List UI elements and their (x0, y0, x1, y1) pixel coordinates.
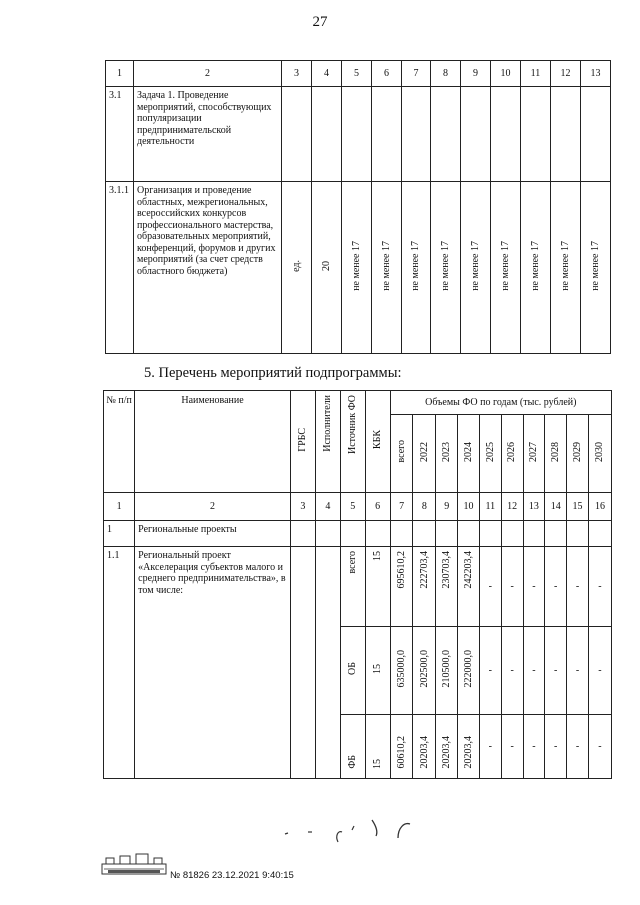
year-value: 210500,0 (440, 650, 452, 688)
section-title: 5. Перечень мероприятий подпрограммы: (144, 365, 402, 381)
col-header-total: всего (395, 440, 407, 463)
value-cell (521, 87, 551, 182)
col-number: 10 (458, 493, 480, 521)
unit-cell (282, 87, 312, 182)
year-value: - (545, 627, 567, 715)
value-cell (551, 87, 581, 182)
year-value: - (588, 547, 611, 627)
year-value: - (479, 627, 501, 715)
year-value: 222000,0 (462, 650, 474, 688)
year-value: - (588, 627, 611, 715)
year-value: - (501, 715, 523, 779)
col-number: 6 (365, 493, 390, 521)
base-value: 20 (320, 260, 332, 271)
col-number: 15 (567, 493, 589, 521)
col-number: 8 (431, 61, 461, 87)
col-header-volumes: Объемы ФО по годам (тыс. рублей) (390, 391, 611, 415)
year-value: - (523, 715, 545, 779)
year-value: 20203,4 (462, 736, 474, 769)
kbk-value: 15 (371, 551, 383, 561)
row-number: 1.1 (104, 547, 135, 779)
year-value: - (545, 547, 567, 627)
target-value: не менее 17 (559, 240, 571, 291)
col-number: 4 (315, 493, 340, 521)
year-value: 242203,4 (462, 551, 474, 589)
value-cell (491, 87, 521, 182)
value-cell (431, 87, 461, 182)
target-value: не менее 17 (350, 240, 362, 291)
col-header-year: 2029 (571, 441, 583, 462)
grbs-cell (290, 547, 315, 779)
col-header-year: 2023 (440, 441, 452, 462)
header-number-row (106, 61, 611, 87)
year-value: 230703,4 (440, 551, 452, 589)
target-value: не менее 17 (410, 240, 422, 291)
value-cell (342, 87, 372, 182)
col-number: 1 (104, 493, 135, 521)
source-value: ОБ (347, 662, 358, 676)
col-number: 8 (413, 493, 436, 521)
col-number: 2 (135, 493, 291, 521)
target-value: не менее 17 (469, 240, 481, 291)
year-value: - (523, 627, 545, 715)
row-name: Региональные проекты (135, 521, 291, 547)
base-cell (312, 87, 342, 182)
value-cell (461, 87, 491, 182)
header-row (104, 391, 612, 415)
page-number: 27 (312, 14, 328, 30)
total-value: 635000,0 (395, 650, 407, 688)
year-value: - (545, 715, 567, 779)
col-header-year: 2030 (594, 441, 606, 462)
target-value: не менее 17 (439, 240, 451, 291)
col-number: 5 (342, 61, 372, 87)
col-header-executors: Исполнители (322, 395, 334, 452)
col-number: 10 (491, 61, 521, 87)
total-value: 695610,2 (395, 551, 407, 589)
table-row (106, 87, 611, 182)
year-value: 20203,4 (440, 736, 452, 769)
government-emblem-icon (100, 850, 168, 878)
col-header-year: 2028 (549, 441, 561, 462)
col-header-year: 2026 (506, 441, 518, 462)
registration-stamp: № 81826 23.12.2021 9:40:15 (170, 870, 294, 881)
table-row (104, 547, 612, 627)
year-value: 202500,0 (418, 650, 430, 688)
col-number: 9 (461, 61, 491, 87)
total-value: 60610,2 (395, 736, 407, 769)
row-name: Региональный проект «Акселерация субъектов малого и среднего предпринимательства», в том числе: (135, 547, 291, 779)
col-header-number: № п/п (104, 391, 135, 493)
indicators-table (105, 60, 611, 354)
year-value: - (501, 547, 523, 627)
col-number: 13 (523, 493, 545, 521)
target-value: не менее 17 (529, 240, 541, 291)
col-number: 3 (290, 493, 315, 521)
row-number: 3.1.1 (106, 182, 134, 354)
source-value: всего (347, 551, 358, 574)
target-value: не менее 17 (499, 240, 511, 291)
row-number: 3.1 (106, 87, 134, 182)
col-number: 14 (545, 493, 567, 521)
col-number: 4 (312, 61, 342, 87)
col-number: 7 (402, 61, 431, 87)
col-number: 11 (521, 61, 551, 87)
col-header-name: Наименование (135, 391, 291, 493)
col-number: 16 (588, 493, 611, 521)
col-header-source: Источник ФО (347, 395, 358, 454)
target-value: не менее 17 (589, 240, 601, 291)
year-value: - (501, 627, 523, 715)
executors-cell (315, 547, 340, 779)
col-number: 1 (106, 61, 134, 87)
year-value: - (523, 547, 545, 627)
year-value: - (567, 715, 589, 779)
signature-marks (280, 812, 460, 852)
kbk-value: 15 (371, 758, 383, 769)
year-value: 20203,4 (418, 736, 430, 769)
row-number: 1 (104, 521, 135, 547)
col-number: 5 (340, 493, 365, 521)
year-value: - (567, 627, 589, 715)
col-number: 12 (501, 493, 523, 521)
unit-value: ед. (290, 259, 302, 272)
value-cell (581, 87, 611, 182)
col-header-year: 2024 (462, 441, 474, 462)
col-number: 9 (436, 493, 458, 521)
table-row (104, 521, 612, 547)
col-header-kbk: КБК (371, 430, 383, 450)
header-number-row (104, 493, 612, 521)
col-number: 3 (282, 61, 312, 87)
col-number: 13 (581, 61, 611, 87)
col-header-year: 2025 (484, 441, 496, 462)
target-value: не менее 17 (380, 240, 392, 291)
activities-table (103, 390, 612, 779)
col-header-year: 2022 (418, 441, 430, 462)
year-value: 222703,4 (418, 551, 430, 589)
year-value: - (588, 715, 611, 779)
table-row (106, 182, 611, 354)
col-header-grbs: ГРБС (297, 427, 309, 452)
kbk-value: 15 (371, 663, 383, 674)
col-number: 7 (390, 493, 413, 521)
value-cell (372, 87, 402, 182)
year-value: - (479, 547, 501, 627)
row-name: Организация и проведение областных, межрегиональных, всероссийских конкурсов профессионального мастерства, образовательных мероприятий, конференций, форумов и других мероприятий (за счет средств областного бюджета) (134, 182, 282, 354)
year-value: - (479, 715, 501, 779)
year-value: - (567, 547, 589, 627)
col-header-year: 2027 (528, 441, 540, 462)
source-value: ФБ (347, 754, 358, 769)
col-number: 6 (372, 61, 402, 87)
row-name: Задача 1. Проведение мероприятий, способствующих популяризации предпринимательской деятельности (134, 87, 282, 182)
value-cell (402, 87, 431, 182)
col-number: 11 (479, 493, 501, 521)
col-number: 12 (551, 61, 581, 87)
col-number: 2 (134, 61, 282, 87)
